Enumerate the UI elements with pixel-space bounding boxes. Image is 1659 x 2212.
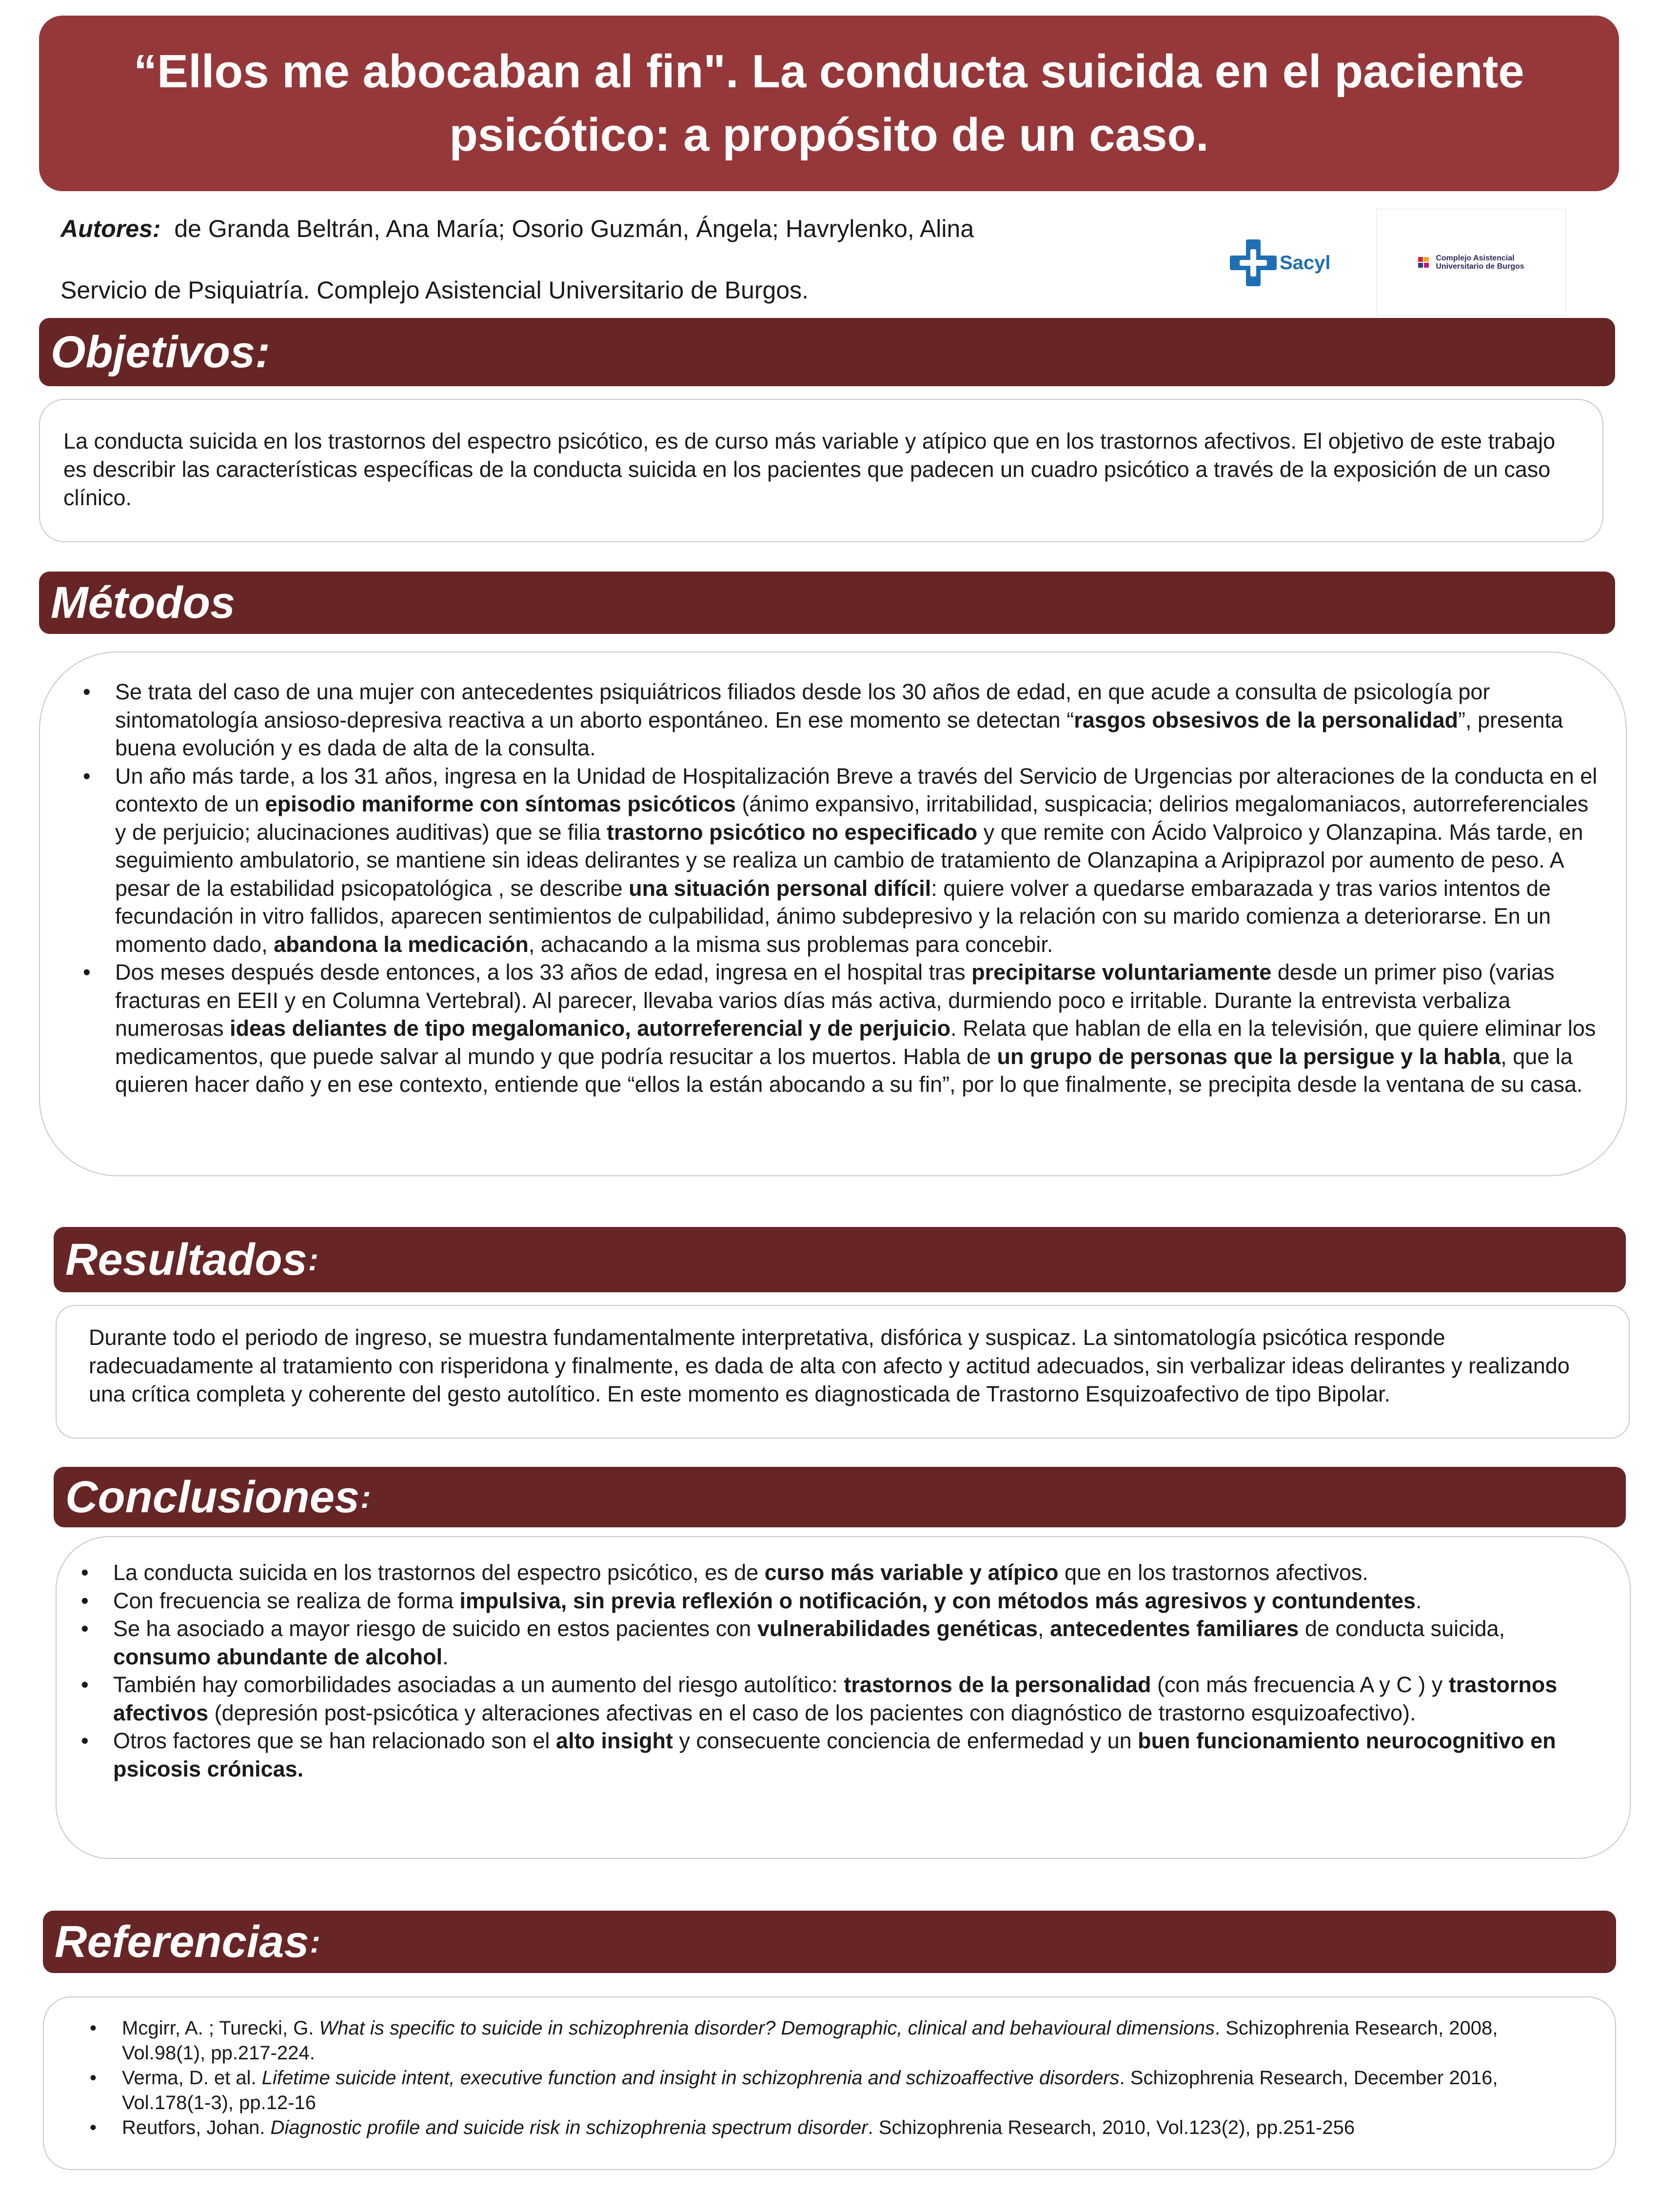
body-text: Verma, D. et al. (122, 2067, 262, 2089)
objetivos-heading: Objetivos: (51, 327, 270, 377)
resultados-heading: Resultados (65, 1234, 307, 1284)
emphasis-text: rasgos obsesivos de la personalidad (1074, 707, 1458, 732)
resultados-text: Durante todo el periodo de ingreso, se muestra fundamentalmente interpretativa, disfórica y suspicaz. La sintomatología psicótica responde radecuadamente al tratamiento con risperidona y finalmente, es dada de alta con afecto y actitud adecuados, sin verbalizar ideas delirantes y realizando una crítica completa y coherente del gesto autolítico. En este momento es diagnosticada de Trastorno Esquizoafectivo de tipo Bipolar. (89, 1325, 1570, 1406)
emphasis-text: un grupo de personas que la persigue y la habla (997, 1044, 1501, 1069)
body-text: Se trata del caso de una mujer con antecedentes psiquiátricos filiados desde los 30 años de edad, en que acude a consulta de psicología por sintomatología ansioso-depresiva reactiva a un aborto espontáneo. En ese momento se detectan “ (115, 679, 1490, 732)
body-text: y consecuente conciencia de enfermedad y un (673, 1728, 1138, 1753)
referencias-list (88, 2016, 1581, 2140)
body-text: Mcgirr, A. ; Turecki, G. (122, 2017, 319, 2039)
list-item (88, 2016, 1581, 2066)
list-item (79, 1559, 1600, 1587)
body-text: ”, presenta buena evolución y es dada de alta de la consulta. (115, 707, 1563, 760)
body-text: Se ha asociado a mayor riesgo de suicido en estos pacientes con (113, 1616, 757, 1641)
caub-logo-line2: Universitario de Burgos (1436, 262, 1524, 271)
metodos-list (81, 678, 1599, 1099)
list-item (79, 1587, 1600, 1615)
emphasis-text: vulnerabilidades genéticas (757, 1616, 1038, 1641)
body-text: Dos meses después desde entonces, a los 33 años de edad, ingresa en el hospital tras (115, 960, 972, 985)
conclusiones-header (54, 1467, 1626, 1527)
body-text: . Schizophrenia Research, 2008, Vol.98(1), pp.217-224. (122, 2017, 1498, 2064)
body-text: . (1415, 1588, 1422, 1613)
title-banner (39, 16, 1619, 191)
sacyl-logo (1225, 237, 1332, 291)
referencias-box (43, 1996, 1616, 2170)
conclusiones-colon: : (360, 1480, 371, 1515)
body-text: Con frecuencia se realiza de forma (113, 1588, 460, 1613)
resultados-header (54, 1227, 1626, 1292)
conclusiones-list (79, 1559, 1600, 1783)
authors-line (60, 215, 974, 243)
body-text: (con más frecuencia A y C ) y (1151, 1672, 1449, 1697)
emphasis-text: What is specific to suicide in schizophrenia disorder? Demographic, clinical and behavioural dimensions (319, 2017, 1215, 2039)
emphasis-text: abandona la medicación (274, 931, 529, 957)
list-item (88, 2066, 1581, 2115)
caub-logo (1376, 209, 1566, 316)
emphasis-text: ideas deliantes de tipo megalomanico, autorreferencial y de perjuicio (230, 1016, 951, 1041)
body-text: : quiere volver a quedarse embarazada y tras varios intentos de fecundación in vitro fallidos, aparecen sentimientos de culpabilidad, ánimo subdepresivo y la relación con su marido comienza a deteriorarse. En un momento dado, (115, 875, 1551, 957)
body-text: La conducta suicida en los trastornos del espectro psicótico, es de (113, 1560, 765, 1585)
body-text: . Schizophrenia Research, December 2016, Vol.178(1-3), pp.12-16 (122, 2067, 1498, 2113)
list-item (81, 762, 1599, 959)
conclusiones-box (56, 1536, 1631, 1859)
body-text: Reutfors, Johan. (122, 2117, 271, 2138)
referencias-colon: : (310, 1924, 320, 1959)
emphasis-text: consumo abundante de alcohol (113, 1644, 443, 1669)
affiliation: Servicio de Psiquiatría. Complejo Asistencial Universitario de Burgos. (60, 276, 809, 304)
body-text: , (1038, 1616, 1050, 1641)
emphasis-text: Diagnostic profile and suicide risk in schizophrenia spectrum disorder (270, 2117, 868, 2138)
emphasis-text: una situación personal difícil (629, 875, 931, 901)
emphasis-text: impulsiva, sin previa reflexión o notificación, y con métodos más agresivos y contundentes (459, 1588, 1416, 1613)
resultados-colon: : (308, 1242, 319, 1277)
body-text: y que remite con Ácido Valproico y Olanzapina. Más tarde, en seguimiento ambulatorio, se mantiene sin ideas delirantes y se realiza un cambio de tratamiento de Olanzapina a Aripiprazol por aumento de peso. A pesar de la estabilidad psicopatológica , se describe (115, 819, 1583, 901)
emphasis-text: antecedentes familiares (1050, 1616, 1299, 1641)
emphasis-text: trastorno psicótico no especificado (607, 819, 978, 845)
authors-names: de Granda Beltrán, Ana María; Osorio Guzmán, Ángela; Havrylenko, Alina (174, 215, 974, 242)
emphasis-text: curso más variable y atípico (764, 1560, 1059, 1585)
objetivos-text: La conducta suicida en los trastornos del espectro psicótico, es de curso más variable y atípico que en los trastornos afectivos. El objetivo de este trabajo es describir las características específicas de la conducta suicida en los pacientes que padecen un cuadro psicótico a través de la exposición de un caso clínico. (63, 429, 1556, 510)
body-text: . Relata que hablan de ella en la televisión, que quiere eliminar los medicamentos, que puede salvar al mundo y que podría resucitar a los muertos. Habla de (115, 1016, 1596, 1069)
emphasis-text: trastornos de la personalidad (844, 1672, 1151, 1697)
emphasis-text: alto insight (556, 1728, 673, 1753)
list-item (79, 1727, 1600, 1783)
body-text: de conducta suicida, (1299, 1616, 1505, 1641)
conclusiones-heading: Conclusiones (65, 1472, 360, 1522)
metodos-heading: Métodos (51, 577, 236, 628)
body-text: . (442, 1644, 449, 1669)
body-text: Un año más tarde, a los 31 años, ingresa en la Unidad de Hospitalización Breve a través del Servicio de Urgencias por alteraciones de la conducta en el contexto de un (115, 763, 1598, 816)
poster-title: “Ellos me abocaban al fin". La conducta suicida en el paciente psicótico: a propósito de un caso. (134, 45, 1524, 161)
metodos-header (39, 572, 1615, 634)
emphasis-text: Lifetime suicide intent, executive function and insight in schizophrenia and schizoaffective disorders (261, 2067, 1120, 2089)
body-text: (ánimo expansivo, irritabilidad, suspicacia; delirios megalomaniacos, autorreferenciales y de perjuicio; alucinaciones auditivas) que se filia (115, 791, 1589, 845)
caub-logo-line1: Complejo Asistencial (1436, 254, 1515, 262)
body-text: , achacando a la misma sus problemas para concebir. (528, 931, 1053, 957)
body-text: desde un primer piso (varias fracturas en EEII y en Columna Vertebral). Al parecer, llevaba varios días más activa, durmiendo poco e irritable. Durante la entrevista verbaliza numerosas (115, 960, 1555, 1041)
list-item (79, 1671, 1600, 1727)
objetivos-box (39, 399, 1603, 542)
body-text: Otros factores que se han relacionado son el (113, 1728, 556, 1753)
objetivos-header (39, 318, 1615, 386)
body-text: . Schizophrenia Research, 2010, Vol.123(2), pp.251-256 (868, 2117, 1355, 2138)
body-text: , que la quieren hacer daño y en ese contexto, entiende que “ellos la están abocando a su fin”, por lo que finalmente, se precipita desde la ventana de su casa. (115, 1044, 1583, 1097)
resultados-box (56, 1305, 1630, 1439)
referencias-header (43, 1911, 1616, 1973)
caub-mark-icon (1418, 257, 1432, 268)
emphasis-text: episodio maniforme con síntomas psicóticos (265, 791, 736, 816)
authors-label: Autores: (60, 215, 161, 242)
sacyl-logo-text: Sacyl (1280, 252, 1331, 274)
list-item (81, 958, 1599, 1099)
emphasis-text: trastornos afectivos (113, 1672, 1558, 1725)
emphasis-text: buen funcionamiento neurocognitivo en psicosis crónicas. (113, 1728, 1556, 1781)
body-text: (depresión post-psicótica y alteraciones afectivas en el caso de los pacientes con diagnóstico de trastorno esquizoafectivo). (208, 1700, 1416, 1725)
emphasis-text: precipitarse voluntariamente (971, 960, 1272, 985)
body-text: También hay comorbilidades asociadas a un aumento del riesgo autolítico: (113, 1672, 844, 1697)
list-item (88, 2115, 1581, 2140)
referencias-heading: Referencias (55, 1916, 309, 1967)
metodos-box (39, 652, 1627, 1176)
list-item (81, 678, 1599, 762)
list-item (79, 1615, 1600, 1671)
body-text: que en los trastornos afectivos. (1058, 1560, 1368, 1585)
